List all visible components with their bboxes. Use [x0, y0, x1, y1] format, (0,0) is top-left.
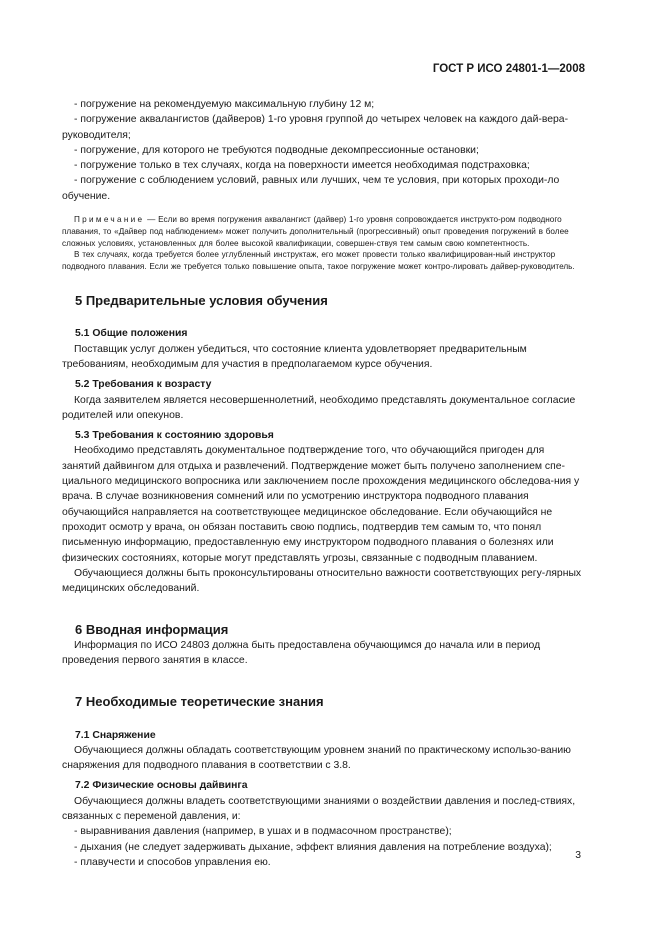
- note-paragraph-2: В тех случаях, когда требуется более углубленный инструктаж, его может провести только квалифицирован-ный инструктор подводного плавания. Если же требуется только повышение опыта, такое погружение может контро-лировать дайвер-руководитель.: [62, 250, 575, 272]
- section-5-2-heading: 5.2 Требования к возрасту: [75, 379, 212, 391]
- note-label: Примечание: [74, 215, 145, 225]
- section-6-heading: 6 Вводная информация: [75, 622, 229, 638]
- section-5-2-text: Когда заявителем является несовершеннолетний, необходимо представлять документальное согласие родителей или опекунов.: [62, 394, 576, 421]
- list-item: - дыхания (не следует задерживать дыхание, эффект влияния давления на потребление воздуха);: [74, 841, 552, 853]
- list-item: - погружение только в тех случаях, когда на поверхности имеется необходимая подстраховка;: [74, 160, 530, 172]
- section-5-1-text: Поставщик услуг должен убедиться, что состояние клиента удовлетворяет предварительным требованиям, необходимым для участия в предполагаемом курсе обучения.: [62, 343, 527, 370]
- physics-list: [62, 824, 582, 870]
- conditions-list: [62, 97, 582, 204]
- note-text-1: — Если во время погружения аквалангист (дайвер) 1-го уровня сопровождается инструкто-ром подводного плавания, то «Дайвер под наблюдением» может получить дополнительный (прогрессивный) опыт проведения погружений в более сложных условиях, установленных для более высокой квалификации, совершен-ствуя тем самым свою компетентность.: [62, 215, 569, 248]
- section-7-1-heading: 7.1 Снаряжение: [75, 729, 156, 741]
- section-5-3-heading: 5.3 Требования к состоянию здоровья: [75, 430, 274, 442]
- section-5-heading: 5 Предварительные условия обучения: [75, 293, 328, 309]
- note-block: [62, 214, 582, 273]
- page-number: 3: [575, 850, 581, 861]
- section-7-2-heading: 7.2 Физические основы дайвинга: [75, 780, 248, 792]
- section-6-text: Информация по ИСО 24803 должна быть предоставлена обучающимся до начала или в период проведения первого занятия в классе.: [62, 639, 541, 666]
- list-item: - погружение на рекомендуемую максимальную глубину 12 м;: [74, 99, 375, 110]
- list-item: - погружение аквалангистов (дайверов) 1-го уровня группой до четырех человек на каждого дай-вера-руководителя;: [62, 114, 569, 141]
- document-header: ГОСТ Р ИСО 24801-1—2008: [432, 63, 585, 75]
- section-7-2-text: Обучающиеся должны владеть соответствующими знаниями о воздействии давления и послед-ствиях, связанных с переменой давления, и:: [62, 795, 576, 823]
- section-5-3-text-1: Необходимо представлять документальное подтверждение того, что обучающийся пригоден для занятий дайвингом для отдыха и развлечений. Подтверждение может быть получено заполнением спе-циального медицинского вопросника или заключением после прохождения медицинского обследова-ния у врача. В случае возникновения сомнений или по усмотрению инструктора подводного плавания обучающийся направляется на соответствующее медицинское обследование. Если обучающийся не проходит осмотр у врача, он обязан поставить свою подпись, подтвердив тем самым то, что понял письменную информацию, предоставленную ему инструктором подводного плавания о болезнях или физических состояниях, которые могут представлять угрозы, связанные с подводным плаванием.: [62, 445, 580, 564]
- note-paragraph-1: [62, 214, 582, 249]
- list-item: - выравнивания давления (например, в ушах и в подмасочном пространстве);: [74, 826, 452, 838]
- list-item: - погружение, для которого не требуются подводные декомпрессионные остановки;: [74, 144, 479, 156]
- page-content: [62, 97, 582, 870]
- section-7-1-text: Обучающиеся должны обладать соответствующим уровнем знаний по практическому использо-ванию снаряжения для подводного плавания в соответствии с 3.8.: [62, 744, 571, 772]
- section-7-heading: 7 Необходимые теоретические знания: [75, 694, 324, 710]
- list-item: - плавучести и способов управления ею.: [74, 856, 271, 868]
- section-5-3-text-2: Обучающиеся должны быть проконсультированы относительно важности соответствующих регу-лярных медицинских обследований.: [62, 567, 582, 595]
- section-5-1-heading: 5.1 Общие положения: [75, 328, 188, 340]
- list-item: - погружение с соблюдением условий, равных или лучших, чем те условия, при которых проходи-ло обучение.: [62, 175, 560, 202]
